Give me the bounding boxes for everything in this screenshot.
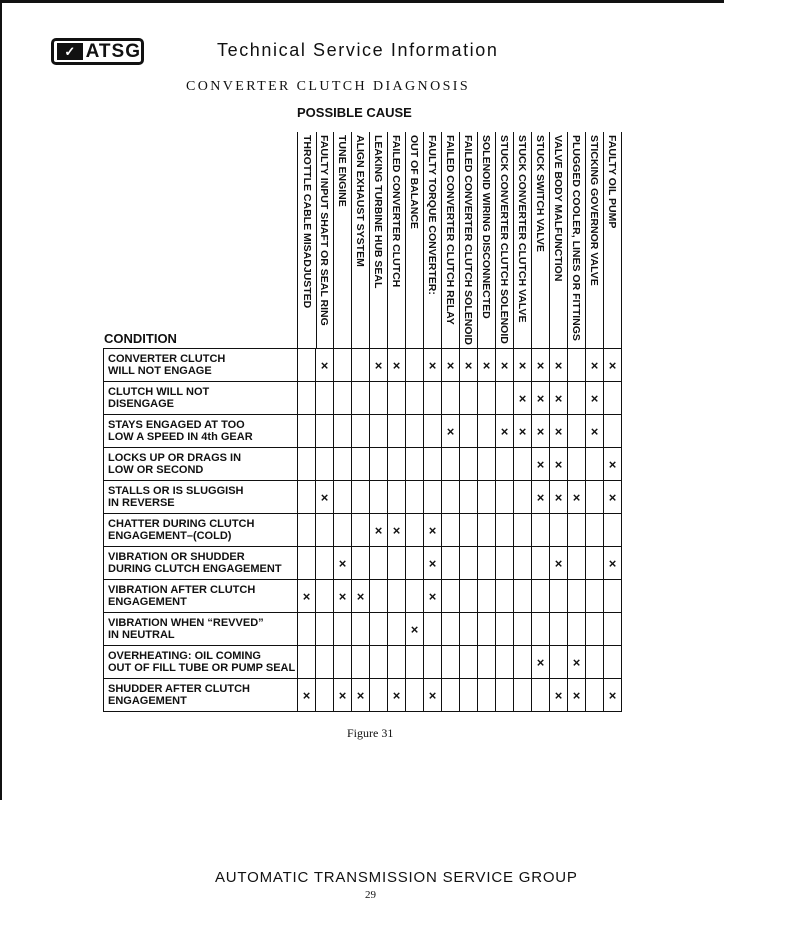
condition-row bbox=[104, 481, 622, 514]
cause-mark: × bbox=[604, 349, 622, 382]
cause-column-header bbox=[441, 132, 460, 348]
empty-cell bbox=[442, 514, 460, 547]
page-header-title: Technical Service Information bbox=[217, 40, 499, 60]
footer-group-name: AUTOMATIC TRANSMISSION SERVICE GROUP bbox=[215, 869, 578, 886]
empty-cell bbox=[478, 415, 496, 448]
condition-row bbox=[104, 679, 622, 712]
cause-label: STUCK CONVERTER CLUTCH SOLENOID bbox=[498, 135, 510, 344]
cause-mark: × bbox=[334, 679, 352, 712]
cause-label: TUNE ENGINE bbox=[336, 135, 348, 207]
empty-cell bbox=[352, 646, 370, 679]
empty-cell bbox=[604, 382, 622, 415]
empty-cell bbox=[514, 646, 532, 679]
empty-cell bbox=[316, 646, 334, 679]
empty-cell bbox=[442, 481, 460, 514]
empty-cell bbox=[298, 349, 316, 382]
empty-cell bbox=[424, 613, 442, 646]
cause-column-header bbox=[387, 132, 406, 348]
top-border-rule bbox=[0, 0, 724, 3]
empty-cell bbox=[568, 580, 586, 613]
cause-label: FAILED CONVERTER CLUTCH SOLENOID bbox=[462, 135, 474, 346]
empty-cell bbox=[496, 514, 514, 547]
empty-cell bbox=[496, 580, 514, 613]
condition-label: OVERHEATING: OIL COMING OUT OF FILL TUBE OR PUMP SEAL bbox=[104, 646, 298, 679]
condition-row bbox=[104, 646, 622, 679]
empty-cell bbox=[568, 514, 586, 547]
empty-cell bbox=[388, 448, 406, 481]
empty-cell bbox=[586, 580, 604, 613]
cause-mark: × bbox=[370, 514, 388, 547]
empty-cell bbox=[334, 448, 352, 481]
empty-cell bbox=[460, 448, 478, 481]
cause-mark: × bbox=[550, 382, 568, 415]
cause-mark: × bbox=[532, 448, 550, 481]
empty-cell bbox=[352, 448, 370, 481]
empty-cell bbox=[334, 613, 352, 646]
cause-mark: × bbox=[532, 415, 550, 448]
empty-cell bbox=[460, 481, 478, 514]
cause-label: FAILED CONVERTER CLUTCH RELAY bbox=[444, 135, 456, 325]
cause-mark: × bbox=[586, 415, 604, 448]
condition-row bbox=[104, 547, 622, 580]
empty-cell bbox=[334, 481, 352, 514]
cause-label: ALIGN EXHAUST SYSTEM bbox=[354, 135, 366, 267]
empty-cell bbox=[316, 547, 334, 580]
empty-cell bbox=[424, 646, 442, 679]
empty-cell bbox=[442, 613, 460, 646]
empty-cell bbox=[406, 514, 424, 547]
cause-mark: × bbox=[442, 349, 460, 382]
condition-label: CHATTER DURING CLUTCH ENGAGEMENT–(COLD) bbox=[104, 514, 298, 547]
empty-cell bbox=[460, 580, 478, 613]
empty-cell bbox=[460, 415, 478, 448]
cause-mark: × bbox=[550, 415, 568, 448]
empty-cell bbox=[424, 448, 442, 481]
condition-label: STALLS OR IS SLUGGISH IN REVERSE bbox=[104, 481, 298, 514]
cause-mark: × bbox=[370, 349, 388, 382]
cause-mark: × bbox=[586, 382, 604, 415]
empty-cell bbox=[478, 580, 496, 613]
cause-label: SOLENOID WIRING DISCONNECTED bbox=[480, 135, 492, 319]
empty-cell bbox=[478, 679, 496, 712]
cause-mark: × bbox=[550, 448, 568, 481]
condition-row bbox=[104, 580, 622, 613]
cause-mark: × bbox=[568, 481, 586, 514]
empty-cell bbox=[478, 514, 496, 547]
condition-row bbox=[104, 349, 622, 382]
cause-mark: × bbox=[424, 349, 442, 382]
empty-cell bbox=[496, 646, 514, 679]
cause-mark: × bbox=[550, 481, 568, 514]
empty-cell bbox=[550, 580, 568, 613]
cause-mark: × bbox=[532, 646, 550, 679]
cause-mark: × bbox=[514, 349, 532, 382]
cause-label: FAULTY INPUT SHAFT OR SEAL RING bbox=[318, 135, 330, 326]
empty-cell bbox=[532, 580, 550, 613]
condition-row bbox=[104, 415, 622, 448]
cause-mark: × bbox=[532, 382, 550, 415]
empty-cell bbox=[514, 481, 532, 514]
condition-label: LOCKS UP OR DRAGS IN LOW OR SECOND bbox=[104, 448, 298, 481]
empty-cell bbox=[388, 646, 406, 679]
empty-cell bbox=[316, 613, 334, 646]
empty-cell bbox=[496, 481, 514, 514]
empty-cell bbox=[568, 349, 586, 382]
empty-cell bbox=[478, 646, 496, 679]
cause-mark: × bbox=[334, 580, 352, 613]
cause-label: PLUGGED COOLER, LINES OR FITTINGS bbox=[570, 135, 582, 341]
cause-label: FAULTY TORQUE CONVERTER: bbox=[426, 135, 438, 295]
empty-cell bbox=[532, 514, 550, 547]
empty-cell bbox=[298, 514, 316, 547]
cause-mark: × bbox=[424, 514, 442, 547]
cause-mark: × bbox=[424, 679, 442, 712]
empty-cell bbox=[406, 679, 424, 712]
cause-mark: × bbox=[532, 349, 550, 382]
condition-row bbox=[104, 448, 622, 481]
left-border-rule bbox=[0, 0, 2, 800]
empty-cell bbox=[460, 514, 478, 547]
empty-cell bbox=[298, 547, 316, 580]
empty-cell bbox=[514, 613, 532, 646]
empty-cell bbox=[478, 481, 496, 514]
empty-cell bbox=[298, 613, 316, 646]
cause-mark: × bbox=[604, 679, 622, 712]
cause-mark: × bbox=[568, 679, 586, 712]
cause-mark: × bbox=[316, 349, 334, 382]
empty-cell bbox=[406, 349, 424, 382]
cause-mark: × bbox=[460, 349, 478, 382]
empty-cell bbox=[442, 646, 460, 679]
cause-column-header bbox=[477, 132, 496, 348]
cause-label: THROTTLE CABLE MISADJUSTED bbox=[301, 135, 313, 309]
condition-label: SHUDDER AFTER CLUTCH ENGAGEMENT bbox=[104, 679, 298, 712]
empty-cell bbox=[478, 613, 496, 646]
empty-cell bbox=[316, 514, 334, 547]
cause-column-header bbox=[315, 132, 334, 348]
diagnosis-table bbox=[103, 348, 622, 712]
empty-cell bbox=[370, 382, 388, 415]
atsg-logo bbox=[51, 38, 144, 65]
empty-cell bbox=[514, 580, 532, 613]
empty-cell bbox=[586, 448, 604, 481]
empty-cell bbox=[352, 514, 370, 547]
empty-cell bbox=[388, 382, 406, 415]
cause-label: VALVE BODY MALFUNCTION bbox=[552, 135, 564, 282]
cause-mark: × bbox=[352, 580, 370, 613]
empty-cell bbox=[388, 547, 406, 580]
condition-label: STAYS ENGAGED AT TOO LOW A SPEED IN 4th GEAR bbox=[104, 415, 298, 448]
empty-cell bbox=[460, 646, 478, 679]
empty-cell bbox=[514, 448, 532, 481]
cause-mark: × bbox=[568, 646, 586, 679]
empty-cell bbox=[406, 448, 424, 481]
figure-caption: Figure 31 bbox=[347, 726, 394, 740]
empty-cell bbox=[406, 547, 424, 580]
empty-cell bbox=[352, 349, 370, 382]
empty-cell bbox=[370, 613, 388, 646]
empty-cell bbox=[370, 679, 388, 712]
empty-cell bbox=[604, 580, 622, 613]
empty-cell bbox=[370, 646, 388, 679]
possible-cause-heading: POSSIBLE CAUSE bbox=[297, 105, 412, 120]
empty-cell bbox=[442, 547, 460, 580]
cause-column-header bbox=[603, 132, 622, 348]
empty-cell bbox=[442, 382, 460, 415]
cause-mark: × bbox=[424, 580, 442, 613]
empty-cell bbox=[352, 481, 370, 514]
empty-cell bbox=[388, 613, 406, 646]
cause-mark: × bbox=[424, 547, 442, 580]
empty-cell bbox=[316, 679, 334, 712]
empty-cell bbox=[442, 679, 460, 712]
empty-cell bbox=[442, 580, 460, 613]
condition-row bbox=[104, 514, 622, 547]
empty-cell bbox=[586, 679, 604, 712]
empty-cell bbox=[334, 514, 352, 547]
cause-label: FAILED CONVERTER CLUTCH bbox=[390, 135, 402, 288]
empty-cell bbox=[532, 547, 550, 580]
cause-mark: × bbox=[388, 349, 406, 382]
cause-label: FAULTY OIL PUMP bbox=[606, 135, 618, 229]
document-title: CONVERTER CLUTCH DIAGNOSIS bbox=[186, 79, 471, 94]
empty-cell bbox=[478, 382, 496, 415]
check-icon: ✓ bbox=[57, 43, 83, 60]
cause-column-header bbox=[297, 132, 317, 348]
condition-label: VIBRATION OR SHUDDER DURING CLUTCH ENGAGEMENT bbox=[104, 547, 298, 580]
cause-mark: × bbox=[298, 580, 316, 613]
empty-cell bbox=[586, 481, 604, 514]
cause-column-header bbox=[423, 132, 442, 348]
condition-label: CONVERTER CLUTCH WILL NOT ENGAGE bbox=[104, 349, 298, 382]
condition-label: VIBRATION AFTER CLUTCH ENGAGEMENT bbox=[104, 580, 298, 613]
empty-cell bbox=[460, 547, 478, 580]
cause-mark: × bbox=[550, 679, 568, 712]
empty-cell bbox=[514, 547, 532, 580]
empty-cell bbox=[460, 679, 478, 712]
cause-mark: × bbox=[604, 481, 622, 514]
cause-column-header bbox=[567, 132, 586, 348]
cause-mark: × bbox=[388, 679, 406, 712]
empty-cell bbox=[406, 646, 424, 679]
condition-heading: CONDITION bbox=[104, 331, 177, 346]
cause-mark: × bbox=[352, 679, 370, 712]
empty-cell bbox=[352, 613, 370, 646]
cause-mark: × bbox=[496, 349, 514, 382]
cause-label: STUCK SWITCH VALVE bbox=[534, 135, 546, 252]
empty-cell bbox=[352, 547, 370, 580]
empty-cell bbox=[586, 613, 604, 646]
empty-cell bbox=[370, 481, 388, 514]
empty-cell bbox=[496, 679, 514, 712]
cause-mark: × bbox=[316, 481, 334, 514]
cause-label: LEAKING TURBINE HUB SEAL bbox=[372, 135, 384, 289]
empty-cell bbox=[370, 580, 388, 613]
empty-cell bbox=[406, 580, 424, 613]
empty-cell bbox=[316, 448, 334, 481]
empty-cell bbox=[568, 613, 586, 646]
cause-mark: × bbox=[406, 613, 424, 646]
empty-cell bbox=[298, 415, 316, 448]
empty-cell bbox=[460, 382, 478, 415]
empty-cell bbox=[586, 646, 604, 679]
empty-cell bbox=[604, 415, 622, 448]
empty-cell bbox=[352, 382, 370, 415]
cause-label: STICKING GOVERNOR VALVE bbox=[588, 135, 600, 286]
empty-cell bbox=[316, 382, 334, 415]
cause-label: OUT OF BALANCE bbox=[408, 135, 420, 229]
cause-column-header bbox=[495, 132, 514, 348]
empty-cell bbox=[532, 613, 550, 646]
logo-text: ATSG bbox=[85, 40, 141, 62]
empty-cell bbox=[496, 547, 514, 580]
empty-cell bbox=[550, 613, 568, 646]
empty-cell bbox=[334, 349, 352, 382]
empty-cell bbox=[388, 481, 406, 514]
empty-cell bbox=[370, 448, 388, 481]
empty-cell bbox=[514, 679, 532, 712]
empty-cell bbox=[442, 448, 460, 481]
cause-column-header bbox=[531, 132, 550, 348]
cause-mark: × bbox=[298, 679, 316, 712]
empty-cell bbox=[424, 415, 442, 448]
empty-cell bbox=[406, 481, 424, 514]
empty-cell bbox=[496, 613, 514, 646]
cause-column-header bbox=[369, 132, 388, 348]
empty-cell bbox=[496, 448, 514, 481]
empty-cell bbox=[298, 646, 316, 679]
empty-cell bbox=[568, 448, 586, 481]
empty-cell bbox=[568, 415, 586, 448]
empty-cell bbox=[352, 415, 370, 448]
empty-cell bbox=[388, 580, 406, 613]
empty-cell bbox=[604, 613, 622, 646]
cause-column-header bbox=[585, 132, 604, 348]
cause-mark: × bbox=[532, 481, 550, 514]
empty-cell bbox=[604, 646, 622, 679]
cause-mark: × bbox=[334, 547, 352, 580]
empty-cell bbox=[604, 514, 622, 547]
condition-label: VIBRATION WHEN “REVVED” IN NEUTRAL bbox=[104, 613, 298, 646]
empty-cell bbox=[550, 646, 568, 679]
empty-cell bbox=[316, 580, 334, 613]
cause-mark: × bbox=[496, 415, 514, 448]
empty-cell bbox=[370, 547, 388, 580]
condition-row bbox=[104, 613, 622, 646]
empty-cell bbox=[478, 448, 496, 481]
cause-mark: × bbox=[442, 415, 460, 448]
empty-cell bbox=[550, 514, 568, 547]
empty-cell bbox=[370, 415, 388, 448]
empty-cell bbox=[424, 382, 442, 415]
cause-column-header bbox=[405, 132, 424, 348]
cause-label: STUCK CONVERTER CLUTCH VALVE bbox=[516, 135, 528, 323]
empty-cell bbox=[334, 646, 352, 679]
empty-cell bbox=[406, 415, 424, 448]
cause-mark: × bbox=[604, 448, 622, 481]
empty-cell bbox=[532, 679, 550, 712]
empty-cell bbox=[568, 382, 586, 415]
empty-cell bbox=[298, 448, 316, 481]
cause-mark: × bbox=[604, 547, 622, 580]
empty-cell bbox=[406, 382, 424, 415]
page-number: 29 bbox=[365, 889, 376, 901]
empty-cell bbox=[334, 382, 352, 415]
cause-column-header bbox=[333, 132, 352, 348]
cause-column-header bbox=[549, 132, 568, 348]
empty-cell bbox=[586, 514, 604, 547]
cause-column-header bbox=[513, 132, 532, 348]
cause-mark: × bbox=[550, 349, 568, 382]
empty-cell bbox=[424, 481, 442, 514]
cause-mark: × bbox=[388, 514, 406, 547]
cause-mark: × bbox=[478, 349, 496, 382]
cause-column-header bbox=[459, 132, 478, 348]
cause-mark: × bbox=[514, 415, 532, 448]
empty-cell bbox=[460, 613, 478, 646]
empty-cell bbox=[334, 415, 352, 448]
empty-cell bbox=[298, 481, 316, 514]
empty-cell bbox=[586, 547, 604, 580]
condition-label: CLUTCH WILL NOT DISENGAGE bbox=[104, 382, 298, 415]
cause-mark: × bbox=[514, 382, 532, 415]
empty-cell bbox=[496, 382, 514, 415]
empty-cell bbox=[478, 547, 496, 580]
empty-cell bbox=[298, 382, 316, 415]
empty-cell bbox=[568, 547, 586, 580]
cause-column-header bbox=[351, 132, 370, 348]
empty-cell bbox=[514, 514, 532, 547]
cause-mark: × bbox=[586, 349, 604, 382]
cause-mark: × bbox=[550, 547, 568, 580]
empty-cell bbox=[316, 415, 334, 448]
condition-row bbox=[104, 382, 622, 415]
empty-cell bbox=[388, 415, 406, 448]
